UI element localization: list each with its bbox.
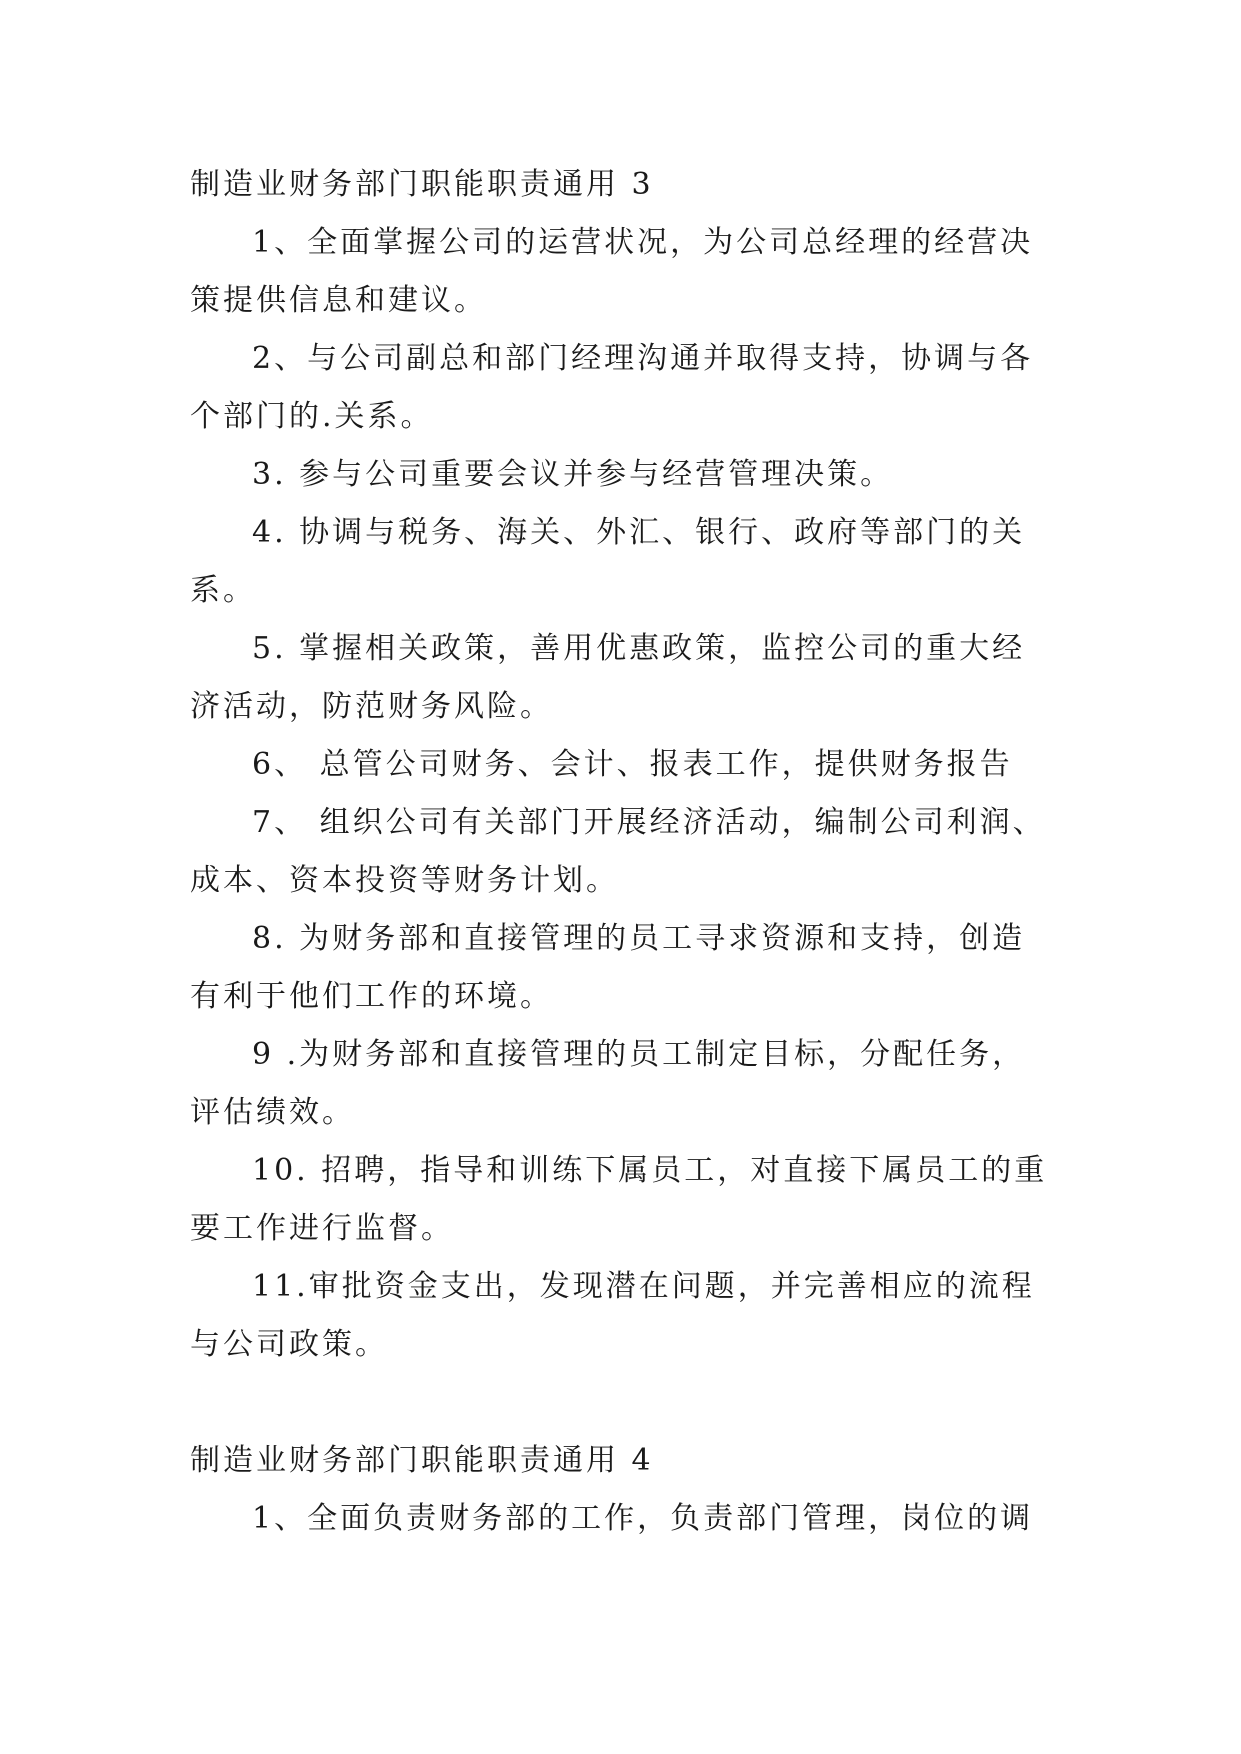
paragraph-line: 与公司政策。 [190,1327,388,1362]
paragraph-line: 有利于他们工作的环境。 [190,979,553,1014]
paragraph-line: 4. 协调与税务、海关、外汇、银行、政府等部门的关 [252,515,1026,550]
paragraph-line: 3. 参与公司重要会议并参与经营管理决策。 [252,457,894,492]
paragraph-line: 2、与公司副总和部门经理沟通并取得支持，协调与各 [252,341,1034,376]
paragraph-line: 7、 组织公司有关部门开展经济活动，编制公司利润、 [252,805,1046,840]
paragraph-line: 5. 掌握相关政策，善用优惠政策，监控公司的重大经 [252,631,1026,666]
paragraph-line: 个部门的.关系。 [190,399,434,434]
paragraph-line: 策提供信息和建议。 [190,283,487,318]
paragraph-line: 6、 总管公司财务、会计、报表工作，提供财务报告 [252,747,1013,782]
paragraph-line: 要工作进行监督。 [190,1211,454,1246]
paragraph-line: 成本、资本投资等财务计划。 [190,863,619,898]
section-title: 制造业财务部门职能职责通用 4 [190,1443,654,1478]
paragraph-line: 8. 为财务部和直接管理的员工寻求资源和支持，创造 [252,921,1026,956]
paragraph-line: 10. 招聘，指导和训练下属员工，对直接下属员工的重 [252,1153,1048,1188]
section-title: 制造业财务部门职能职责通用 3 [190,167,654,202]
paragraph-line: 评估绩效。 [190,1095,355,1130]
paragraph-line: 9 .为财务部和直接管理的员工制定目标，分配任务， [252,1037,1026,1072]
paragraph-line: 1、全面负责财务部的工作，负责部门管理，岗位的调 [252,1501,1034,1536]
paragraph-line: 11.审批资金支出，发现潜在问题，并完善相应的流程 [252,1269,1035,1304]
paragraph-line: 济活动，防范财务风险。 [190,689,553,724]
paragraph-line: 系。 [190,573,256,608]
paragraph-line: 1、全面掌握公司的运营状况，为公司总经理的经营决 [252,225,1034,260]
